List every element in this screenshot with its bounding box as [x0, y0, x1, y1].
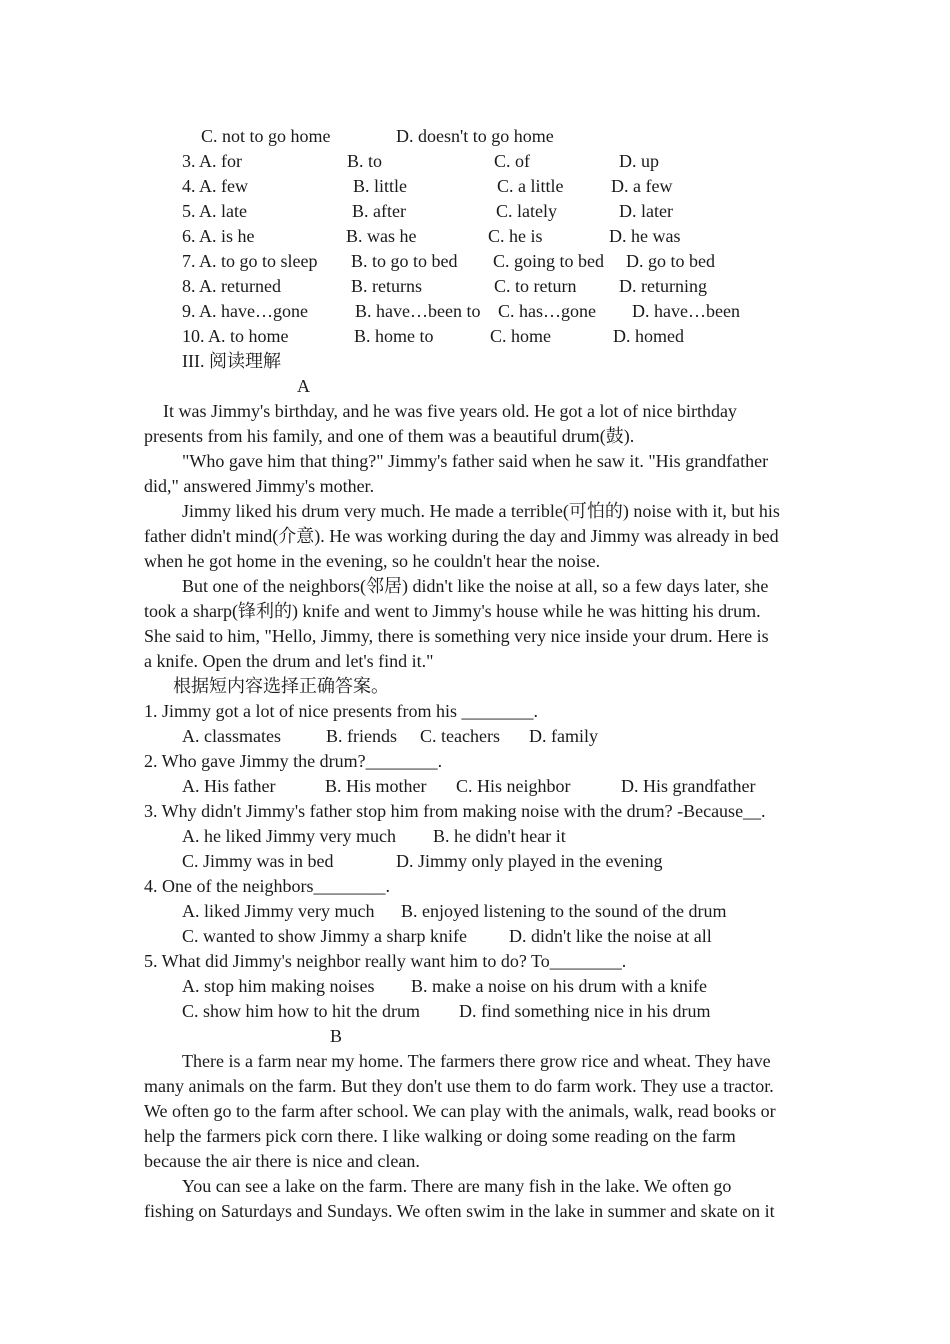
option-c: C. show him how to hit the drum: [182, 1001, 420, 1021]
option-d: D. up: [619, 151, 659, 171]
option-b: B. returns: [351, 276, 422, 296]
passage-line: You can see a lake on the farm. There are many fish in the lake. We often go: [182, 1176, 732, 1196]
option-a: A. His father: [182, 776, 276, 796]
option-d: D. didn't like the noise at all: [509, 926, 712, 946]
passage-line: did," answered Jimmy's mother.: [144, 476, 375, 496]
option-d: D. homed: [613, 326, 684, 346]
question-stem: 5. What did Jimmy's neighbor really want him to do? To________.: [144, 951, 627, 971]
option-a: 7. A. to go to sleep: [182, 251, 318, 271]
option-c: C. he is: [488, 226, 543, 246]
option-b: B. enjoyed listening to the sound of the drum: [401, 901, 727, 921]
option-d: D. a few: [611, 176, 673, 196]
passage-line: because the air there is nice and clean.: [144, 1151, 420, 1171]
option-d: D. doesn't to go home: [396, 126, 554, 146]
option-c: C. a little: [497, 176, 564, 196]
option-c: C. lately: [496, 201, 557, 221]
section-heading: III. 阅读理解: [182, 351, 281, 371]
question-stem: 1. Jimmy got a lot of nice presents from his ________.: [144, 701, 538, 721]
option-b: B. little: [353, 176, 407, 196]
option-a: 6. A. is he: [182, 226, 255, 246]
option-a: A. stop him making noises: [182, 976, 375, 996]
option-d: D. Jimmy only played in the evening: [396, 851, 663, 871]
passage-line: We often go to the farm after school. We can play with the animals, walk, read books or: [144, 1101, 776, 1121]
option-d: D. he was: [609, 226, 681, 246]
passage-line: It was Jimmy's birthday, and he was five years old. He got a lot of nice birthday: [163, 401, 737, 421]
option-a: A. he liked Jimmy very much: [182, 826, 396, 846]
passage-line: presents from his family, and one of them was a beautiful drum(鼓).: [144, 426, 635, 446]
option-b: B. after: [352, 201, 406, 221]
option-b: B. to: [347, 151, 383, 171]
option-a: 4. A. few: [182, 176, 248, 196]
option-b: B. to go to bed: [351, 251, 458, 271]
passage-line: "Who gave him that thing?" Jimmy's father said when he saw it. "His grandfather: [182, 451, 769, 471]
option-a: A. liked Jimmy very much: [182, 901, 375, 921]
option-d: D. go to bed: [626, 251, 715, 271]
option-d: D. His grandfather: [621, 776, 756, 796]
passage-b-label: B: [330, 1026, 343, 1046]
question-stem: 3. Why didn't Jimmy's father stop him from making noise with the drum? -Because__.: [144, 801, 766, 821]
option-a: 8. A. returned: [182, 276, 281, 296]
option-a: 10. A. to home: [182, 326, 289, 346]
passage-line: help the farmers pick corn there. I like walking or doing some reading on the farm: [144, 1126, 736, 1146]
passage-line: But one of the neighbors(邻居) didn't like the noise at all, so a few days later, she: [182, 576, 769, 596]
option-c: C. has…gone: [498, 301, 596, 321]
option-c: C. wanted to show Jimmy a sharp knife: [182, 926, 467, 946]
option-d: D. returning: [619, 276, 707, 296]
option-b: B. home to: [354, 326, 434, 346]
passage-line: Jimmy liked his drum very much. He made a terrible(可怕的) noise with it, but his: [182, 501, 780, 521]
passage-line: when he got home in the evening, so he couldn't hear the noise.: [144, 551, 601, 571]
instruction: 根据短内容选择正确答案。: [173, 676, 389, 696]
option-c: C. to return: [494, 276, 577, 296]
question-stem: 4. One of the neighbors________.: [144, 876, 390, 896]
option-c: C. teachers: [420, 726, 500, 746]
passage-line: a knife. Open the drum and let's find it.": [144, 651, 434, 671]
option-a: 5. A. late: [182, 201, 247, 221]
passage-line: took a sharp(锋利的) knife and went to Jimmy's house while he was hitting his drum.: [144, 601, 761, 621]
option-a: 3. A. for: [182, 151, 242, 171]
passage-a-label: A: [297, 376, 310, 396]
option-b: B. friends: [326, 726, 397, 746]
option-b: B. make a noise on his drum with a knife: [411, 976, 707, 996]
option-b: B. he didn't hear it: [433, 826, 566, 846]
passage-line: There is a farm near my home. The farmers there grow rice and wheat. They have: [182, 1051, 771, 1071]
option-d: D. have…been: [632, 301, 740, 321]
option-c: C. Jimmy was in bed: [182, 851, 334, 871]
option-b: B. have…been to: [355, 301, 481, 321]
option-c: C. not to go home: [201, 126, 331, 146]
option-c: C. of: [494, 151, 530, 171]
option-a: A. classmates: [182, 726, 281, 746]
option-a: 9. A. have…gone: [182, 301, 308, 321]
option-c: C. home: [490, 326, 551, 346]
option-d: D. later: [619, 201, 673, 221]
option-b: B. was he: [346, 226, 417, 246]
passage-line: father didn't mind(介意). He was working during the day and Jimmy was already in bed: [144, 526, 779, 546]
passage-line: She said to him, "Hello, Jimmy, there is something very nice inside your drum. Here is: [144, 626, 769, 646]
question-stem: 2. Who gave Jimmy the drum?________.: [144, 751, 443, 771]
passage-line: fishing on Saturdays and Sundays. We often swim in the lake in summer and skate on it: [144, 1201, 775, 1221]
option-c: C. His neighbor: [456, 776, 571, 796]
option-b: B. His mother: [325, 776, 427, 796]
option-c: C. going to bed: [493, 251, 604, 271]
option-d: D. find something nice in his drum: [459, 1001, 711, 1021]
option-d: D. family: [529, 726, 598, 746]
passage-line: many animals on the farm. But they don't use them to do farm work. They use a tractor.: [144, 1076, 774, 1096]
